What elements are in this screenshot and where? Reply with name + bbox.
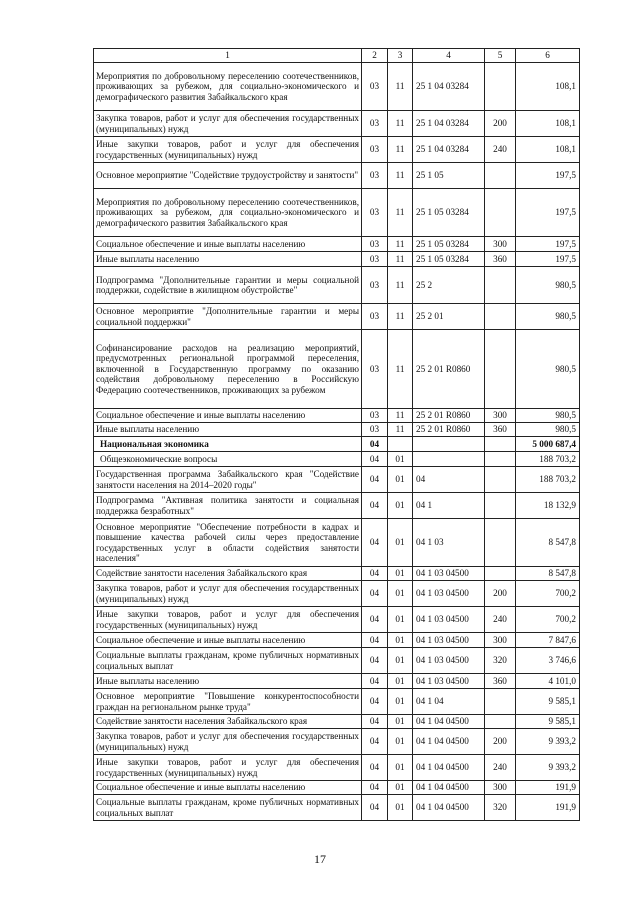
- row-name-cell: Социальное обеспечение и иные выплаты населению: [94, 237, 362, 252]
- table-row: [94, 689, 580, 715]
- target-article-cell: 04 1 03 04500: [413, 648, 485, 674]
- row-name-cell: Основное мероприятие "Повышение конкурентоспособности граждан на региональном рынке труда": [94, 689, 362, 715]
- amount-cell: 191,9: [516, 795, 580, 821]
- table-row: [94, 423, 580, 437]
- amount-cell: 980,5: [516, 423, 580, 437]
- amount-cell: 197,5: [516, 163, 580, 189]
- target-article-cell: 04 1 04 04500: [413, 795, 485, 821]
- amount-cell: 108,1: [516, 137, 580, 163]
- section-code-cell: 03: [362, 330, 388, 409]
- table-row: [94, 452, 580, 467]
- table-row: [94, 581, 580, 607]
- row-name-cell: Закупка товаров, работ и услуг для обеспечения государственных (муниципальных) нужд: [94, 111, 362, 137]
- table-row: [94, 795, 580, 821]
- table-row: [94, 674, 580, 689]
- row-name-cell: Иные выплаты населению: [94, 423, 362, 437]
- section-code-cell: 03: [362, 189, 388, 237]
- amount-cell: 700,2: [516, 581, 580, 607]
- target-article-cell: 25 2 01: [413, 304, 485, 330]
- section-code-cell: 04: [362, 755, 388, 781]
- subsection-code-cell: 11: [388, 137, 413, 163]
- section-code-cell: 04: [362, 493, 388, 519]
- row-name-cell: Закупка товаров, работ и услуг для обеспечения государственных (муниципальных) нужд: [94, 581, 362, 607]
- row-name-cell: Социальные выплаты гражданам, кроме публичных нормативных социальных выплат: [94, 648, 362, 674]
- section-code-cell: 04: [362, 452, 388, 467]
- row-name-cell: Мероприятия по добровольному переселению соотечественников, проживающих за рубежом, для социально-экономического и демографического развития Забайкальского края: [94, 63, 362, 111]
- table-row: [94, 189, 580, 237]
- target-article-cell: [413, 437, 485, 452]
- section-code-cell: 03: [362, 409, 388, 423]
- amount-cell: 3 746,6: [516, 648, 580, 674]
- subsection-code-cell: 11: [388, 63, 413, 111]
- target-article-cell: 04 1 04 04500: [413, 755, 485, 781]
- expense-type-cell: [485, 452, 516, 467]
- subsection-code-cell: 01: [388, 689, 413, 715]
- section-code-cell: 03: [362, 304, 388, 330]
- page-number: 17: [314, 852, 326, 866]
- amount-cell: 980,5: [516, 304, 580, 330]
- table-row: [94, 729, 580, 755]
- table-row: [94, 519, 580, 567]
- table-row: [94, 755, 580, 781]
- section-code-cell: 04: [362, 467, 388, 493]
- target-article-cell: 25 2 01 R0860: [413, 330, 485, 409]
- target-article-cell: 25 2: [413, 267, 485, 304]
- section-code-cell: 04: [362, 689, 388, 715]
- target-article-cell: 04 1 03 04500: [413, 674, 485, 689]
- column-header: 4: [413, 49, 485, 63]
- subsection-code-cell: 01: [388, 467, 413, 493]
- table-row: [94, 567, 580, 581]
- table-body: [94, 63, 580, 821]
- expense-type-cell: 240: [485, 137, 516, 163]
- subsection-code-cell: 01: [388, 648, 413, 674]
- expense-type-cell: 320: [485, 648, 516, 674]
- amount-cell: 188 703,2: [516, 452, 580, 467]
- expense-type-cell: 300: [485, 781, 516, 795]
- target-article-cell: 04 1 04 04500: [413, 715, 485, 729]
- table-row: [94, 437, 580, 452]
- amount-cell: 8 547,8: [516, 519, 580, 567]
- budget-table: [93, 48, 580, 821]
- subsection-code-cell: 01: [388, 607, 413, 633]
- subsection-code-cell: 11: [388, 304, 413, 330]
- target-article-cell: 04 1 03 04500: [413, 567, 485, 581]
- subsection-code-cell: 01: [388, 729, 413, 755]
- subsection-code-cell: 01: [388, 715, 413, 729]
- expense-type-cell: [485, 189, 516, 237]
- row-name-cell: Иные закупки товаров, работ и услуг для обеспечения государственных (муниципальных) нужд: [94, 137, 362, 163]
- target-article-cell: 04 1 04: [413, 689, 485, 715]
- section-code-cell: 03: [362, 252, 388, 267]
- table-row: [94, 63, 580, 111]
- expense-type-cell: 360: [485, 674, 516, 689]
- budget-table-container: [93, 48, 579, 821]
- target-article-cell: 25 1 04 03284: [413, 63, 485, 111]
- column-header: 3: [388, 49, 413, 63]
- table-row: [94, 409, 580, 423]
- section-code-cell: 04: [362, 567, 388, 581]
- section-code-cell: 03: [362, 267, 388, 304]
- section-code-cell: 04: [362, 781, 388, 795]
- amount-cell: 18 132,9: [516, 493, 580, 519]
- row-name-cell: Основное мероприятие "Содействие трудоустройству и занятости": [94, 163, 362, 189]
- row-name-cell: Иные закупки товаров, работ и услуг для обеспечения государственных (муниципальных) нужд: [94, 755, 362, 781]
- subsection-code-cell: 11: [388, 163, 413, 189]
- row-name-cell: Иные закупки товаров, работ и услуг для обеспечения государственных (муниципальных) нужд: [94, 607, 362, 633]
- amount-cell: 700,2: [516, 607, 580, 633]
- table-row: [94, 267, 580, 304]
- subsection-code-cell: 01: [388, 755, 413, 781]
- row-name-cell: Иные выплаты населению: [94, 674, 362, 689]
- column-header: 6: [516, 49, 580, 63]
- expense-type-cell: [485, 467, 516, 493]
- target-article-cell: 04 1 04 04500: [413, 729, 485, 755]
- table-row: [94, 648, 580, 674]
- table-row: [94, 111, 580, 137]
- row-name-cell: Социальные выплаты гражданам, кроме публичных нормативных социальных выплат: [94, 795, 362, 821]
- target-article-cell: 04 1: [413, 493, 485, 519]
- subsection-code-cell: 01: [388, 493, 413, 519]
- section-code-cell: 04: [362, 519, 388, 567]
- subsection-code-cell: 01: [388, 452, 413, 467]
- target-article-cell: 04 1 03 04500: [413, 633, 485, 648]
- section-code-cell: 04: [362, 648, 388, 674]
- row-name-cell: Софинансирование расходов на реализацию мероприятий, предусмотренных региональной программой переселения, включенной в Государственную программу по оказанию содействия добровольному переселению в Российскую Федерацию соотечественников, проживающих за рубежом: [94, 330, 362, 409]
- expense-type-cell: [485, 267, 516, 304]
- target-article-cell: 04 1 04 04500: [413, 781, 485, 795]
- row-name-cell: Социальное обеспечение и иные выплаты населению: [94, 633, 362, 648]
- expense-type-cell: [485, 493, 516, 519]
- row-name-cell: Социальное обеспечение и иные выплаты населению: [94, 781, 362, 795]
- target-article-cell: 25 2 01 R0860: [413, 423, 485, 437]
- section-code-cell: 04: [362, 581, 388, 607]
- row-name-cell: Общеэкономические вопросы: [94, 452, 362, 467]
- row-name-cell: Содействие занятости населения Забайкальского края: [94, 567, 362, 581]
- target-article-cell: [413, 452, 485, 467]
- subsection-code-cell: 01: [388, 567, 413, 581]
- amount-cell: 197,5: [516, 189, 580, 237]
- column-header: 5: [485, 49, 516, 63]
- amount-cell: 7 847,6: [516, 633, 580, 648]
- table-row: [94, 237, 580, 252]
- expense-type-cell: 240: [485, 755, 516, 781]
- target-article-cell: 25 1 04 03284: [413, 111, 485, 137]
- subsection-code-cell: 01: [388, 795, 413, 821]
- column-header: 2: [362, 49, 388, 63]
- expense-type-cell: 360: [485, 252, 516, 267]
- expense-type-cell: [485, 63, 516, 111]
- expense-type-cell: 320: [485, 795, 516, 821]
- subsection-code-cell: [388, 437, 413, 452]
- table-header-row: [94, 49, 580, 63]
- section-code-cell: 03: [362, 63, 388, 111]
- target-article-cell: 04 1 03: [413, 519, 485, 567]
- expense-type-cell: [485, 689, 516, 715]
- subsection-code-cell: 11: [388, 189, 413, 237]
- expense-type-cell: [485, 437, 516, 452]
- section-code-cell: 03: [362, 111, 388, 137]
- section-code-cell: 03: [362, 423, 388, 437]
- row-name-cell: Основное мероприятие "Дополнительные гарантии и меры социальной поддержки": [94, 304, 362, 330]
- table-row: [94, 633, 580, 648]
- target-article-cell: 04 1 03 04500: [413, 607, 485, 633]
- expense-type-cell: 300: [485, 237, 516, 252]
- table-row: [94, 715, 580, 729]
- expense-type-cell: 200: [485, 111, 516, 137]
- section-code-cell: 04: [362, 437, 388, 452]
- table-row: [94, 304, 580, 330]
- row-name-cell: Подпрограмма "Активная политика занятости и социальная поддержка безработных": [94, 493, 362, 519]
- expense-type-cell: 300: [485, 633, 516, 648]
- amount-cell: 9 585,1: [516, 715, 580, 729]
- expense-type-cell: [485, 330, 516, 409]
- amount-cell: 197,5: [516, 237, 580, 252]
- table-row: [94, 252, 580, 267]
- table-row: [94, 163, 580, 189]
- target-article-cell: 25 1 04 03284: [413, 137, 485, 163]
- section-code-cell: 03: [362, 137, 388, 163]
- amount-cell: 9 393,2: [516, 755, 580, 781]
- section-code-cell: 04: [362, 795, 388, 821]
- amount-cell: 980,5: [516, 330, 580, 409]
- amount-cell: 4 101,0: [516, 674, 580, 689]
- amount-cell: 8 547,8: [516, 567, 580, 581]
- row-name-cell: Содействие занятости населения Забайкальского края: [94, 715, 362, 729]
- expense-type-cell: [485, 519, 516, 567]
- table-row: [94, 607, 580, 633]
- expense-type-cell: [485, 567, 516, 581]
- section-code-cell: 03: [362, 163, 388, 189]
- section-code-cell: 04: [362, 607, 388, 633]
- subsection-code-cell: 01: [388, 519, 413, 567]
- target-article-cell: 04 1 03 04500: [413, 581, 485, 607]
- table-row: [94, 330, 580, 409]
- amount-cell: 980,5: [516, 267, 580, 304]
- table-row: [94, 781, 580, 795]
- section-code-cell: 04: [362, 715, 388, 729]
- target-article-cell: 25 1 05 03284: [413, 237, 485, 252]
- section-code-cell: 04: [362, 633, 388, 648]
- subsection-code-cell: 11: [388, 409, 413, 423]
- expense-type-cell: 300: [485, 409, 516, 423]
- amount-cell: 108,1: [516, 111, 580, 137]
- subsection-code-cell: 11: [388, 111, 413, 137]
- amount-cell: 9 393,2: [516, 729, 580, 755]
- section-code-cell: 03: [362, 237, 388, 252]
- target-article-cell: 25 1 05 03284: [413, 252, 485, 267]
- column-header: 1: [94, 49, 362, 63]
- amount-cell: 191,9: [516, 781, 580, 795]
- subsection-code-cell: 11: [388, 423, 413, 437]
- subsection-code-cell: 11: [388, 330, 413, 409]
- row-name-cell: Национальная экономика: [94, 437, 362, 452]
- amount-cell: 9 585,1: [516, 689, 580, 715]
- expense-type-cell: [485, 163, 516, 189]
- subsection-code-cell: 01: [388, 674, 413, 689]
- table-row: [94, 137, 580, 163]
- subsection-code-cell: 11: [388, 237, 413, 252]
- section-code-cell: 04: [362, 729, 388, 755]
- amount-cell: 5 000 687,4: [516, 437, 580, 452]
- expense-type-cell: 200: [485, 581, 516, 607]
- target-article-cell: 25 2 01 R0860: [413, 409, 485, 423]
- row-name-cell: Мероприятия по добровольному переселению соотечественников, проживающих за рубежом, для социально-экономического и демографического развития Забайкальского края: [94, 189, 362, 237]
- row-name-cell: Социальное обеспечение и иные выплаты населению: [94, 409, 362, 423]
- subsection-code-cell: 11: [388, 252, 413, 267]
- expense-type-cell: 200: [485, 729, 516, 755]
- amount-cell: 980,5: [516, 409, 580, 423]
- subsection-code-cell: 01: [388, 781, 413, 795]
- row-name-cell: Основное мероприятие "Обеспечение потребности в кадрах и повышение качества рабочей силы через предоставление государственных услуг в области содействия занятости населения": [94, 519, 362, 567]
- target-article-cell: 25 1 05: [413, 163, 485, 189]
- subsection-code-cell: 01: [388, 633, 413, 648]
- row-name-cell: Иные выплаты населению: [94, 252, 362, 267]
- row-name-cell: Закупка товаров, работ и услуг для обеспечения государственных (муниципальных) нужд: [94, 729, 362, 755]
- expense-type-cell: 240: [485, 607, 516, 633]
- table-row: [94, 493, 580, 519]
- expense-type-cell: [485, 304, 516, 330]
- section-code-cell: 04: [362, 674, 388, 689]
- amount-cell: 188 703,2: [516, 467, 580, 493]
- row-name-cell: Подпрограмма "Дополнительные гарантии и меры социальной поддержки, содействие в жилищном обустройстве": [94, 267, 362, 304]
- amount-cell: 108,1: [516, 63, 580, 111]
- target-article-cell: 04: [413, 467, 485, 493]
- amount-cell: 197,5: [516, 252, 580, 267]
- expense-type-cell: 360: [485, 423, 516, 437]
- target-article-cell: 25 1 05 03284: [413, 189, 485, 237]
- table-row: [94, 467, 580, 493]
- expense-type-cell: [485, 715, 516, 729]
- subsection-code-cell: 01: [388, 581, 413, 607]
- subsection-code-cell: 11: [388, 267, 413, 304]
- row-name-cell: Государственная программа Забайкальского края "Содействие занятости населения на 2014–2020 годы": [94, 467, 362, 493]
